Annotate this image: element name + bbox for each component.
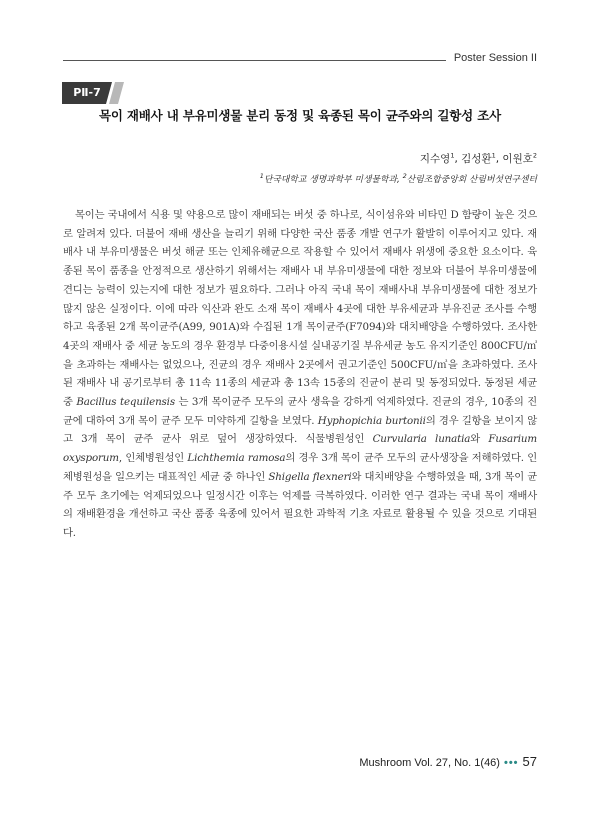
poster-tag-label: PⅡ-7: [73, 86, 101, 99]
abstract-paragraph: [63, 206, 537, 543]
journal-citation: Mushroom Vol. 27, No. 1(46): [359, 757, 500, 769]
author-mark: 1: [450, 151, 455, 160]
species-name: Bacillus tequilensis: [76, 396, 175, 409]
affiliation-mark: 1: [259, 172, 264, 181]
page-number: 57: [522, 754, 537, 769]
species-name: Curvularia lunatia: [372, 433, 471, 446]
abstract-text: 와: [470, 433, 489, 446]
abstract-body: [63, 206, 537, 543]
poster-tag: [62, 82, 124, 104]
species-name: Fusarium oxysporum: [63, 433, 537, 465]
species-name: Hyphopichia burtonii: [317, 414, 426, 427]
abstract-text: 목이는 국내에서 식용 및 약용으로 많이 재배되는 버섯 중 하나로, 식이섬유와 비타민 D 함량이 높은 것으로 알려져 있다. 더불어 재배 생산을 늘리기 위해 다양한 국산 품종 개발 연구가 활발히 이루어지고 있다. 재배사 내 부유미생물은 버섯 해균 또는 인체유해균으로 작용할 수 있어서 재배사 위생에 중요한 요소이다. 육종된 목이 품종을 안정적으로 생산하기 위해서는 재배사 내 부유미생물에 대한 정보와 더불어 부유미생물에 견디는 능력이 있는지에 대한 정보가 필요하다. 그러나 아직 국내 목이 재배사내 부유미생물에 대한 정보가 많지 않은 실정이다. 이에 따라 익산과 완도 소재 목이 재배사 4곳에 대한 부유세균과 부유진균 조사를 수행하고 육종된 2개 목이균주(A99, 901A)와 수집된 1개 목이균주(F7094)와 대치배양을 수행하였다. 조사한 4곳의 재배사 중 세균 농도의 경우 환경부 다중이용시설 실내공기질 부유세균 농도 유지기준인 800CFU/㎥을 초과하는 재배사는 없었으나, 진균의 경우 재배사 2곳에서 권고기준인 500CFU/㎥을 초과하였다. 조사된 재배사 내 공기로부터 총 11속 11종의 세균과 총 13속 15종의 진균이 분리 및 동정되었다. 동정된 세균 중: [63, 209, 537, 409]
abstract-text: , 인체병원성인: [118, 452, 188, 465]
affiliation-text: 단국대학교 생명과학부 미생물학과,: [263, 175, 400, 185]
session-header: Poster Session II: [453, 52, 537, 64]
author-name: 김성환: [461, 153, 492, 165]
affiliation-list: [260, 172, 537, 185]
species-name: Lichthemia ramosa: [187, 452, 286, 465]
abstract-text: 의 경우 길항을 보이지 않고 3개 목이 균주 균사 위로 덮어 생장하였다. 식물병원성인: [63, 414, 537, 446]
footer-dots: •••: [503, 757, 519, 769]
affiliation-text: 산림조합중앙회 산림버섯연구센터: [406, 175, 537, 185]
species-name: Shigella flexneri: [268, 470, 352, 483]
abstract-text: 와 대치배양을 수행하였을 때, 3개 목이 균주 모두 초기에는 억제되었으나 일정시간 이후는 억제를 극복하였다. 이러한 연구 결과는 국내 목이 재배사의 재배환경을 개선하고 국산 품종 육종에 있어서 필요한 과학적 기초 자료로 활용될 수 있을 것으로 기대된다.: [63, 470, 537, 539]
header-rule: [63, 60, 446, 61]
author-name: 지수영: [419, 153, 451, 165]
paper-title: 목이 재배사 내 부유미생물 분리 동정 및 육종된 목이 균주와의 길항성 조사: [99, 108, 501, 123]
author-mark: 2: [532, 151, 537, 160]
author-mark: 1: [491, 151, 496, 160]
abstract-text: 의 경우 3개 목이 균주 모두의 균사생장을 저해하였다. 인체병원성을 일으키는 대표적인 세균 중 하나인: [63, 452, 537, 483]
abstract-text: 는 3개 목이균주 모두의 균사 생육을 강하게 억제하였다. 진균의 경우, 10종의 진균에 대하여 3개 목이 균주 모두 미약하게 길항을 보였다.: [63, 396, 537, 427]
author-name: 이원호: [502, 153, 533, 165]
affiliation-mark: 2: [402, 172, 407, 181]
page-footer: [359, 754, 537, 769]
author-list: 지수영$^1$, 김성환$^1$, 이원호$^2$: [419, 151, 537, 165]
